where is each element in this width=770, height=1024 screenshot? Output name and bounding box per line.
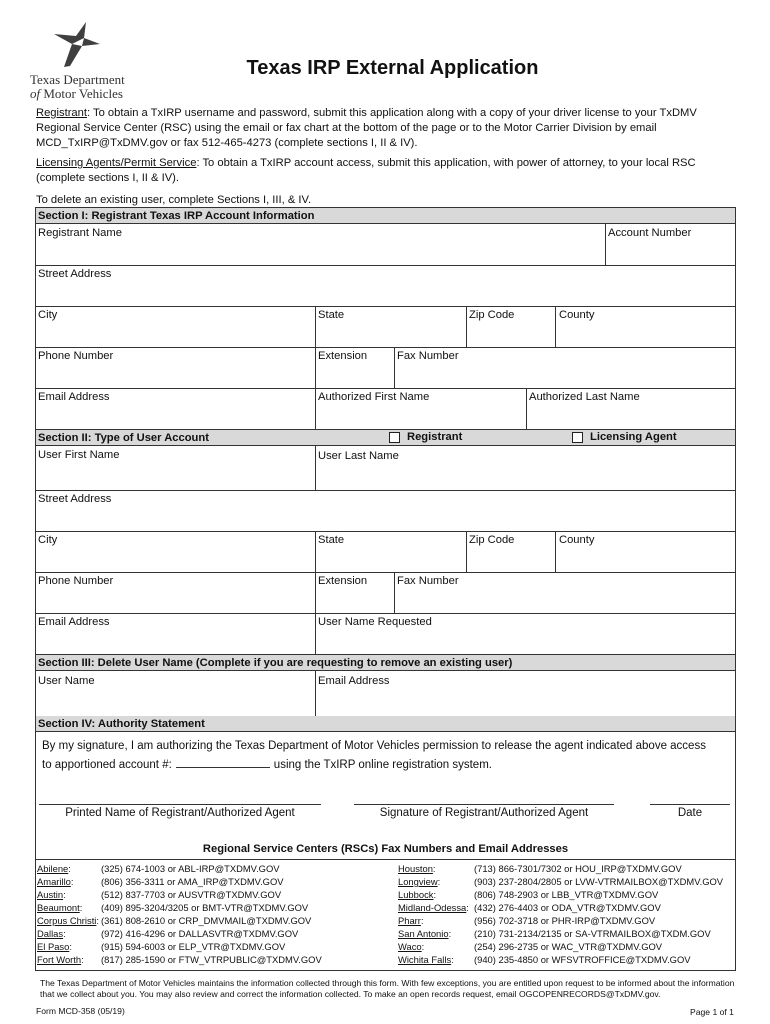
rsc-contact: (940) 235-4850 or WFSVTROFFICE@TXDMV.GOV [474, 954, 691, 965]
section-2-header: Section II: Type of User Account [36, 430, 735, 446]
rsc-city: Abilene [37, 863, 69, 874]
rsc-row: Abilene: (325) 674-1003 or ABL-IRP@TXDMV.GOV [37, 863, 280, 874]
form-number: Form MCD-358 (05/19) [36, 1006, 125, 1016]
rsc-city: Longview [398, 876, 438, 887]
email-address-field[interactable]: Email Address [38, 391, 110, 403]
rsc-row: Waco: (254) 296-2735 or WAC_VTR@TXDMV.GOV [398, 941, 663, 952]
rsc-contact: (409) 895-3204/3205 or BMT-VTR@TXDMV.GOV [101, 902, 309, 913]
rsc-city: Austin [37, 889, 64, 900]
user-first-name-field[interactable]: User First Name [38, 449, 120, 461]
rsc-contact: (915) 594-6003 or ELP_VTR@TXDMV.GOV [101, 941, 286, 952]
rsc-contact: (713) 866-7301/7302 or HOU_IRP@TXDMV.GOV [474, 863, 682, 874]
rsc-city: Amarillo [37, 876, 71, 887]
rsc-city: Corpus Christi [37, 915, 97, 926]
rsc-row: San Antonio: (210) 731-2134/2135 or SA-VTRMAILBOX@TXDM.GOV [398, 928, 711, 939]
rsc-row: Fort Worth: (817) 285-1590 or FTW_VTRPUBLIC@TXDMV.GOV [37, 954, 322, 965]
printed-name-line[interactable] [39, 804, 321, 805]
rsc-city: Midland-Odessa [398, 902, 467, 913]
registrant-checkbox[interactable] [389, 432, 400, 443]
rsc-row: Austin: (512) 837-7703 or AUSVTR@TXDMV.GOV [37, 889, 282, 900]
authorized-first-name-field[interactable]: Authorized First Name [318, 391, 430, 403]
rsc-city: Wichita Falls [398, 954, 452, 965]
user-county-field[interactable]: County [559, 534, 595, 546]
rsc-contact: (806) 356-3311 or AMA_IRP@TXDMV.GOV [101, 876, 284, 887]
rsc-city: Dallas [37, 928, 64, 939]
account-number-field[interactable]: Account Number [608, 227, 692, 239]
section-3-header: Section III: Delete User Name (Complete if you are requesting to remove an existing user) [36, 655, 735, 671]
page-title: Texas IRP External Application [246, 57, 539, 79]
licensing-agent-checkbox[interactable] [572, 432, 583, 443]
user-phone-number-field[interactable]: Phone Number [38, 575, 114, 587]
date-line[interactable] [650, 804, 730, 805]
extension-field[interactable]: Extension [318, 350, 368, 362]
rsc-city: Fort Worth [37, 954, 82, 965]
rsc-city: Pharr [398, 915, 421, 926]
intro-licensing-agents: Licensing Agents/Permit Service: To obtain a TxIRP account access, submit this application, with power of attorney, to your local RSC (complete sections I, II & IV). [36, 157, 696, 184]
rsc-contact: (254) 296-2735 or WAC_VTR@TXDMV.GOV [474, 941, 663, 952]
registrant-name-field[interactable]: Registrant Name [38, 227, 122, 239]
user-state-field[interactable]: State [318, 534, 345, 546]
section-1-header: Section I: Registrant Texas IRP Account Information [36, 208, 735, 224]
rsc-row: Houston: (713) 866-7301/7302 or HOU_IRP@TXDMV.GOV [398, 863, 682, 874]
date-label: Date [677, 807, 703, 819]
rsc-contact: (512) 837-7703 or AUSVTR@TXDMV.GOV [101, 889, 282, 900]
rsc-row: Wichita Falls: (940) 235-4850 or WFSVTROFFICE@TXDMV.GOV [398, 954, 691, 965]
account-number-blank[interactable] [176, 755, 270, 768]
user-zip-code-field[interactable]: Zip Code [469, 534, 515, 546]
privacy-notice: The Texas Department of Motor Vehicles maintains the information collected through this form. With few exceptions, you are entitled upon request to be informed about the information that we collect about you. You may also review and correct the information collected. To make an open records request, email OGCOPENRECORDS@TxDMV.gov. [40, 978, 735, 999]
signature-label: Signature of Registrant/Authorized Agent [379, 807, 589, 819]
rsc-city: Houston [398, 863, 433, 874]
rsc-row: Amarillo: (806) 356-3311 or AMA_IRP@TXDMV.GOV [37, 876, 284, 887]
user-extension-field[interactable]: Extension [318, 575, 368, 587]
rsc-contact: (432) 276-4403 or ODA_VTR@TXDMV.GOV [474, 902, 661, 913]
rsc-contact: (903) 237-2804/2805 or LVW-VTRMAILBOX@TXDMV.GOV [474, 876, 724, 887]
fax-number-field[interactable]: Fax Number [397, 350, 459, 362]
rsc-header: Regional Service Centers (RSCs) Fax Numbers and Email Addresses [202, 843, 569, 855]
intro-delete-user: To delete an existing user, complete Sections I, III, & IV. [36, 194, 312, 206]
rsc-city: Beaumont [37, 902, 80, 913]
user-city-field[interactable]: City [38, 534, 58, 546]
rsc-contact: (817) 285-1590 or FTW_VTRPUBLIC@TXDMV.GOV [101, 954, 322, 965]
rsc-contact: (972) 416-4296 or DALLASVTR@TXDMV.GOV [101, 928, 299, 939]
delete-user-name-field[interactable]: User Name [38, 675, 95, 687]
state-field[interactable]: State [318, 309, 345, 321]
city-field[interactable]: City [38, 309, 58, 321]
rsc-contact: (806) 748-2903 or LBB_VTR@TXDMV.GOV [474, 889, 659, 900]
user-email-address-field[interactable]: Email Address [38, 616, 110, 628]
rsc-list-right [398, 862, 723, 966]
logo-text-line2: of Motor Vehicles [30, 86, 123, 101]
rsc-row: El Paso: (915) 594-6003 or ELP_VTR@TXDMV.GOV [37, 941, 286, 952]
rsc-city: Waco [398, 941, 422, 952]
rsc-row: Pharr: (956) 702-3718 or PHR-IRP@TXDMV.GOV [398, 915, 656, 926]
rsc-contact: (210) 731-2134/2135 or SA-VTRMAILBOX@TXDM.GOV [474, 928, 711, 939]
application-form [35, 207, 736, 971]
rsc-row: Midland-Odessa: (432) 276-4403 or ODA_VTR@TXDMV.GOV [398, 902, 661, 913]
signature-line[interactable] [354, 804, 614, 805]
printed-name-label: Printed Name of Registrant/Authorized Agent [65, 807, 295, 819]
user-name-requested-field[interactable]: User Name Requested [318, 616, 432, 628]
rsc-city: Lubbock [398, 889, 434, 900]
rsc-list-left [37, 862, 322, 966]
authorized-last-name-field[interactable]: Authorized Last Name [529, 391, 640, 403]
rsc-city: El Paso [37, 941, 70, 952]
rsc-row: Lubbock: (806) 748-2903 or LBB_VTR@TXDMV.GOV [398, 889, 659, 900]
logo-text-line1: Texas Department [30, 72, 125, 87]
rsc-city: San Antonio [398, 928, 449, 939]
rsc-row: Beaumont: (409) 895-3204/3205 or BMT-VTR@TXDMV.GOV [37, 902, 309, 913]
street-address-field[interactable]: Street Address [38, 268, 112, 280]
intro-registrant: Registrant: To obtain a TxIRP username and password, submit this application along with a copy of your driver license to your TxDMV Regional Service Center (RSC) using the email or fax chart at the bottom of the page or to the Motor Carrier Division by email MCD_TxIRP@TxDMV.gov or fax 512-465-4273 (complete sections I, II & IV). [36, 107, 697, 149]
rsc-contact: (325) 674-1003 or ABL-IRP@TXDMV.GOV [101, 863, 280, 874]
rsc-contact: (361) 808-2610 or CRP_DMVMAIL@TXDMV.GOV [101, 915, 312, 926]
section-4-header: Section IV: Authority Statement [36, 716, 735, 732]
zip-code-field[interactable]: Zip Code [469, 309, 515, 321]
phone-number-field[interactable]: Phone Number [38, 350, 114, 362]
rsc-row: Corpus Christi: (361) 808-2610 or CRP_DMVMAIL@TXDMV.GOV [37, 915, 312, 926]
page-number: Page 1 of 1 [690, 1007, 734, 1017]
county-field[interactable]: County [559, 309, 595, 321]
registrant-option-label: Registrant [407, 431, 463, 443]
user-street-address-field[interactable]: Street Address [38, 493, 112, 505]
authority-statement: By my signature, I am authorizing the Texas Department of Motor Vehicles permission to release the agent indicated above access to apportioned account #: using the TxIRP online registration system. [42, 740, 706, 771]
rsc-contact: (956) 702-3718 or PHR-IRP@TXDMV.GOV [474, 915, 656, 926]
delete-email-address-field[interactable]: Email Address [318, 675, 390, 687]
user-last-name-field[interactable]: User Last Name [318, 450, 399, 462]
rsc-row: Longview: (903) 237-2804/2805 or LVW-VTRMAILBOX@TXDMV.GOV [398, 876, 724, 887]
rsc-row: Dallas: (972) 416-4296 or DALLASVTR@TXDMV.GOV [37, 928, 299, 939]
licensing-agent-option-label: Licensing Agent [590, 431, 677, 443]
user-fax-number-field[interactable]: Fax Number [397, 575, 459, 587]
